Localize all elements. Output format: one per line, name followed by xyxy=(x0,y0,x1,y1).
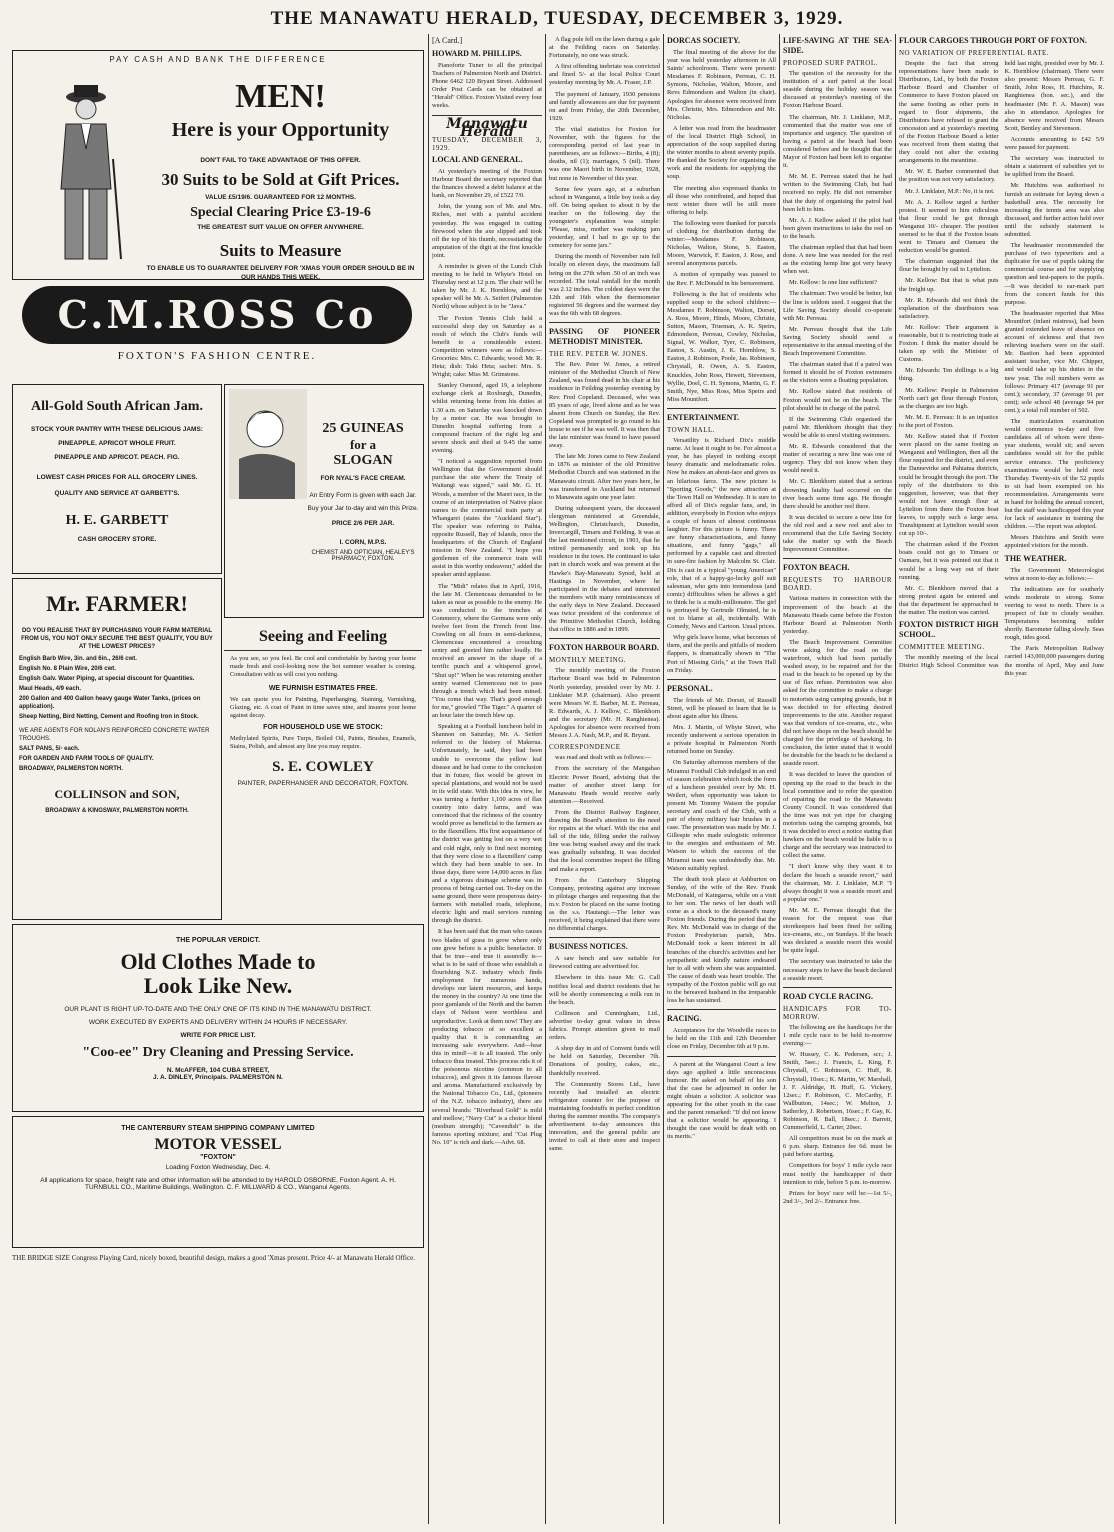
article-paragraph: On Saturday afternoon members of the Miramui Football Club indulged in an end of season celebration which took the form of a luncheon presided over by Mr. H. Weilert, when opportunity was taken to present Mr. Tommy Watson the popular secretary and coach of the Club, with a pair of ebony military hair brushes in a case. The presentation was made by Mr. J. Gillespie who made eulogistic reference to the energies and enthusiasm of Mr. Watson to which the success of the Miramui team was undoubtedly due. Mr. Watson suitably replied. xyxy=(667,759,776,872)
slogan-ad xyxy=(224,384,424,618)
article-subheading: MONTHLY MEETING. xyxy=(549,656,627,665)
article-paragraph: Mr. M. E. Perreau thought that the reason for the request was that storekeepers had been fined for selling ice-creams, etc., on Sundays. If the beach was declared a seaside resort this would be quite legal. xyxy=(783,906,892,955)
article-paragraph: The Paris Metropolitan Railway carried 143,000,000 passengers during the months of April, May and June this year. xyxy=(1004,645,1104,677)
farmer-line: English No. 8 Plain Wire, 20/6 cwt. xyxy=(19,666,116,672)
article-paragraph: Versatility is Richard Dix's middle name. At least it ought to be. For almost a year, he has played in nothing except heavy dramatic and melodramatic roles. Now he makes an about-face and gives us an hilarious farce. The new picture is "Sporting Goods," the new attraction at the Town Hall on Wednesday. It is sure to afford all of Dix's regular fans, and, in addition, everybody in Foxton who enjoys a couple of hours of almost continuous laughter. For this picture is funny. There are funny characterisations, and funny situations, and funny "gags," all performed by a capable cast and directed in sure-fire fashion by Malcolm St. Clair. Dix is cast in a typical "young American" role, that of a happy-go-lucky golf suit salesman, who gets into tremendous (and comic) difficulties when he allows a girl to think he is a multi-millionaire. The girl is portrayed by Gertrude Olmsted, he is not to blame at all, incidentally. With Comedy, News and Cartoon. Usual prices. xyxy=(667,437,776,631)
paper-date: TUESDAY, DECEMBER 3, 1929. xyxy=(432,135,542,152)
article-subheading: HANDICAPS FOR TO-MORROW. xyxy=(783,1004,892,1021)
article-heading: LOCAL AND GENERAL. xyxy=(432,154,523,164)
article-paragraph: Mr. A. J. Kellow urged a further protest. It seemed to him ridiculous that flour could be got through Wanganui 10/- cheaper. The position seemed to be that if the Foxton boats went to Timaru and Oamaru the reduction would be granted. xyxy=(899,198,999,255)
article-paragraph: A flag pole fell on the lawn during a gale at the Feilding races on Saturday. Fortunately, no one was struck. xyxy=(549,36,660,60)
ross-logo: C.M.ROSS Co xyxy=(22,286,412,344)
column-6 xyxy=(783,36,892,1524)
article-paragraph: The friends of Mr. Dorset, of Russell Street, will be pleased to learn that he is about again after his illness. xyxy=(667,696,776,720)
article-heading: THE WEATHER. xyxy=(1004,553,1067,563)
article-paragraph: The monthly meeting of the local District High School Committee was held last night, presided over by Mr. J. K. Hornblow (chairman). There were also present: Messrs Perreau, G. F. Smith, John Ross, H. Hutchins, R. Ranghienea (hon. sec.), and the headmaster (Mr. F. A. Mason) was also in attendance. Apologies for absence were received from Messrs Scott, Bentley and Stevenson. xyxy=(899,60,1104,670)
article-paragraph: Mr. Perreau thought that the Life Saving Society should send a representative to the annual meeting of the Beach Improvement Committee. xyxy=(783,325,892,358)
seeing-body: We can quote you for Painting, Paperhanging, Staining, Varnishing, Glazing, etc. A coat of Paint in time saves nine, and insures your home against decay. xyxy=(230,696,416,719)
article-paragraph: Mr. Hutchins was authorised to furnish an estimate for laying down a basketball area. The necessity for increasing the tennis area was also discussed, and further action held over until the subsidy statement is submitted. xyxy=(1004,182,1104,238)
article-heading: ENTERTAINMENT. xyxy=(667,412,740,422)
slogan-line: for a xyxy=(349,437,377,452)
clothes-title: Old Clothes Made to xyxy=(120,949,316,974)
garbett-ad xyxy=(12,384,222,574)
article-paragraph: The chairman: Two would be better, but the line is seldom used. I suggest that the Life Saving Society should co-operate with Mr. Perreau. xyxy=(783,290,892,322)
article-subheading: NO VARIATION OF PREFERENTIAL RATE. xyxy=(899,49,1050,57)
farmer-line: FOR GARDEN AND FARM TOOLS OF QUALITY. xyxy=(19,756,154,762)
article-paragraph: Mr. Kellow: Their argument is reasonable, but it is restricting trade at Foxton. I think the matter should be taken up with the Minister of Customs. xyxy=(899,323,999,364)
farmer-ad xyxy=(12,578,222,920)
article-paragraph: The Beach Improvement Committee wrote asking for the road on the waterfront, which had been partially washed away, to be repaired and for the road to the beach to be opened up by the use of flax refuse. Permission was also asked for the committee to make a charge to motorists using camping grounds, but it was decided to for effecting desired improvements to the site. Another request was that vendors of ice-creams, etc., who did not have shops on the beach should be charged for the privilege of hawking. In conclusion, the letter stated that it would be desirable for the beach to be declared a seaside resort. xyxy=(783,638,892,768)
article-paragraph: Mr. R. Edwards did not think the explanation of the distributors was satisfactory. xyxy=(899,296,999,320)
article-paragraph: The headmaster reported that Miss Mountfort (infant mistress), had been granted extended leave of absence on account of sickness and that two relieving teachers were on the staff. Mr. Bastion had been appointed assistant teacher, vice Mr. Chipper, and would take up his duties in the new year. The roll numbers were as follows: Primary 417 (average 91 per cent.); secondary, 37 (average 91 per cent); sole school 48 (average 94 per cent.); a total roll number of 502. xyxy=(1004,309,1104,414)
seeing-ad xyxy=(224,622,422,918)
article-paragraph: Mr. Kellow stated that residents of Foxton would not be on the beach. The pilot should be in charge of the patrol. xyxy=(783,388,892,412)
slogan-price: 25 GUINEAS xyxy=(322,421,404,436)
article-paragraph: The following are the handicaps for the 1 mile cycle race to be held to-morrow evening:— xyxy=(783,1023,892,1048)
farmer-line: Sheep Netting, Bird Netting, Cement and Roofing Iron in Stock. xyxy=(19,714,199,720)
article-paragraph: Some few years ago, at a suburban school in Wanganui, a little boy took a day off. On being spoken to about it by the teacher on the following day the youngster's explanation was simple: "Please, miss, mother was making jam yesterday, and I had to go up to the cemetery for some jars." xyxy=(549,185,660,250)
article-paragraph: The chairman asked if the Foxton boats could not go to Timaru or Oamaru, but it was pointed out that it would be a long way out of their running. xyxy=(899,541,999,581)
clothes-line: WORK EXECUTED BY EXPERTS AND DELIVERY WITHIN 24 HOURS IF NECESSARY. xyxy=(88,1019,348,1026)
article-paragraph: John, the young son of Mr. and Mrs. Riches, met with a painful accident yesterday. He was engaged in cutting firewood when the axe slipped and took off the top of his thumb, necessitating the amputation of the digit at the first knuckle joint. xyxy=(432,203,542,259)
slogan-line: PRICE 2/6 PER JAR. xyxy=(331,520,395,527)
slogan-line: An Entry Form is given with each Jar. xyxy=(309,492,417,499)
men-title: MEN! xyxy=(235,78,326,115)
article-paragraph: Mr. M. E. Perreau: It is an injustice to the port of Foxton. xyxy=(899,413,999,429)
article-paragraph: The meeting also expressed thanks to all those who contributed, and hoped that next winter there will be still more offering to help. xyxy=(667,184,776,216)
article-paragraph: The matriculation examination would commence to-day and five candidates all of whom were three-year students, would sit; and seven candidates would sit for the public service entrance. The proficiency examinations would be held next Thursday. Twenty-six of the 52 pupils to sit had been exempted on his recommendation. Arrangements were in hand for holding the annual concert, but the staff was handicapped this year for lack of assistance in training the children. —The report was adopted. xyxy=(1004,418,1104,531)
article-paragraph: A motion of sympathy was passed to the Rev. F. McDonald in his bereavement. xyxy=(667,271,776,287)
article-subheading: TOWN HALL. xyxy=(667,425,716,434)
article-subheading: COMMITTEE MEETING. xyxy=(899,643,985,652)
garbett-name: H. E. GARBETT xyxy=(65,513,169,528)
article-paragraph: Speaking at a Football luncheon held in Shannon on Saturday, Mr. A. Seifert referred to the history of Makerua. Unfortunately, he said, they had been unable to overcome the yellow leaf disease and he had come to the conclusion that in future, flax would be grown in special plantations, and would not be used in its wild state. With this idea in view, he was turning a further 1,100 acres of flax country into dairy farms, and was convinced that the richness of the country would prove as beneficial to the farmers as to the flaxmillers. His first acquaintance of the district was getting lost on a very wet and cold night, only to find next morning that they were close to a flaxmillers' camp which they had been unable to see. In those days, there were 14,000 acres in flax and a vigorous drainage scheme was in process of being carried out. To-day on the same ground, there were prosperous dairy-farmers with metalled roads, telephone, electric light and mail services running through the district. xyxy=(432,723,542,925)
article-paragraph: The final meeting of the above for the year was held yesterday afternoon in All Saints' schoolroom. There were present: Mesdames F. Robinson, Perreau, C. H. Symons, Nicholas, Walton, Moore, and Revs Edmondson and Walton (in chair). Apologies for absence were received from Mrs. Christie, Mrs. Edmondson and Mr. Nicholas. xyxy=(667,49,776,121)
article-paragraph: A reminder is given of the Lunch Club meeting to be held in Whyte's Hotel on Thursday next at 12 p.m. The chair will be taken by Mr. J. K. Hornblow, and the speaker will be Mr. A. Seifert (Palmerston North) whose subject is to be "Java." xyxy=(432,262,542,311)
men-line: Suits to Measure xyxy=(219,241,342,260)
article-heading: FLOUR CARGOES THROUGH PORT OF FOXTON. xyxy=(899,36,1087,45)
article-paragraph: From the District Railway Engineer, drawing the Board's attention to the need for repairs at the wharf. With the rise and fall of the tide, filling under the railway line was being washed away and the track was gradually subsiding. It was decided that the local committee inspect the filling and make a report. xyxy=(549,808,660,873)
card-label: [A Card.] xyxy=(432,36,463,45)
article-heading: BUSINESS NOTICES. xyxy=(549,942,628,952)
men-subtitle: Here is your Opportunity xyxy=(171,119,390,141)
article-paragraph: The Rev. Peter W. Jones, a retired minister of the Methodist Church of New Zealand, was found dead in his chair at his residence in Feilding yesterday evening by Rev. Fred Copeland. Deceased, who was 85 years of age, lived alone and as he was absent from Church on Sunday, the Rev. Copeland was prompted to go round to his house to see if he was well. It was then that the late minister was found to have passed away. xyxy=(549,361,660,450)
garbett-line: STOCK YOUR PANTRY WITH THESE DELICIOUS JAMS: xyxy=(31,426,203,433)
article-paragraph: The following were thanked for parcels of clothing for distribution during the winter:—Mesdames F. Robinson, Nicholas, Walton, Stone, S. Easton, Moore, Warwick, F. Easton, J. Ross, and several anonymous parcels. xyxy=(667,219,776,268)
article-paragraph: It was decided to leave the question of opening up the road to the beach to the local committee and to refer the question of repairing the road to the Manawatu County Council. It was considered that the time was not yet ripe for charging motorists using the camping grounds, but it was decided to erect a notice stating that hawkers on the beach would be liable to a charge and the secretary was instructed to collect the same. xyxy=(783,771,892,860)
article-paragraph: The monthly meeting of the Foxton Harbour Board was held in Palmerston North yesterday, presided over by Mr. J. Linklater M.P. (chairman). Also present were Messrs W. E. Barber, M. E. Perreau, R. Edwards, A. J. Kellow, C. Blenkhorn and the secretary (Mr. H. Ranghienea). Apologies for absence were received from Messrs J. A. Nash, M.P., and R. Bryant. xyxy=(549,667,660,740)
clothes-title: Look Like New. xyxy=(143,973,293,998)
farmer-line: BROADWAY, PALMERSTON NORTH. xyxy=(19,766,123,772)
slogan-line: Buy your Jar to-day and win this Prize. xyxy=(307,505,419,512)
farmer-line: WE ARE AGENTS FOR NOLAN'S REINFORCED CONCRETE WATER TROUGHS. xyxy=(19,728,210,742)
article-paragraph: Following is the list of residents who supplied soup to the school children:—Mesdames F. Robinson, Walton, Dorset, A. Ross, Moore, Hinds, Moore, Christie, Sutton, Mason, Trueman, A. K. Speirs, Edmondson, Perreau, Cowley, Nicholas, Signal, W. Walker, Tyer, C. Robinson, Easton, S. Austin, J. K. Hornblow, S. Easton, J. Robinson, Poole, Jas. Robinson, Chrystall, R. Owen, A. S. Easton, Knuckles, John Ross, Hewett, Stevenson, Wyllie, Doel, C. H. Symons, Martin, G. F. Smith, Nye, Miss Ross, Miss Speirs and Miss Mountfort. xyxy=(667,290,776,403)
men-line: DON'T FAIL TO TAKE ADVANTAGE OF THIS OFFER. xyxy=(200,157,361,164)
article-paragraph: The chairman stated that if a patrol was formed it should be of Foxton swimmers as the visitors were a floating population. xyxy=(783,361,892,385)
article-paragraph: The late Mr. Jones came to New Zealand in 1876 as minister of the old Primitive Methodist Church and was stationed in the Manawatu circuit. After two years here, he was transferred to Auckland but returned to Manawatu again one year later. xyxy=(549,453,660,501)
article-paragraph: Mr. Edwards: Ten shillings is a big thing. xyxy=(899,367,999,383)
seeing-body: As you see, so you feel. Be cool and comfortable by having your home made fresh and cool-looking now the hot summer weather is coming. Consultation with us will cost you nothing. xyxy=(230,655,416,678)
steam-ad-box xyxy=(12,1116,424,1248)
article-paragraph: Mr. C. Blenkhorn moved that a strong protest again be entered and that the department be approached in the matter. The motion was carried. xyxy=(899,584,999,616)
article-heading: ROAD CYCLE RACING. xyxy=(783,991,874,1001)
article-heading: PASSING OF PIONEER METHODIST MINISTER. xyxy=(549,327,660,347)
steam-body: All applications for space, freight rate and other information will be attended to by HAROLD OSBORNE, Foxton Agent. A. H. TURNBULL CO., Maritime Buildings, Wellington. C. F. MILLWARD & CO., Wanganui Agents. xyxy=(40,1177,396,1191)
article-heading: FOXTON HARBOUR BOARD. xyxy=(549,643,659,653)
seeing-title: Seeing and Feeling xyxy=(258,628,387,645)
article-paragraph: If the Swimming Club organised the patrol Mr. Blenkhorn thought that they would be able to enrol visiting swimmers. xyxy=(783,415,892,439)
article-paragraph: Prizes for boys' race will be:—1st 5/-, 2nd 3/-, 3rd 2/-. Entrance free. xyxy=(783,1189,892,1205)
article-paragraph: W. Hussey, C. K. Pedersen, scr.; J. Smith, 5sec.; J. Francis, L. King, F. Chrystall, C. Robinson, C. Huff, R. Chrystall, 10sec.; K. Martin, W. Marshall, J. F. Aldridge, H. Huff, G. Vickery, 12sec.; F. Robinson, C. McCarthy, F. Wallbutton, 14sec.; W. Melton, J. Satherley, J. Robertson, 16sec.; F. Gay, K. Robinson, R. Ball, 18sec.; J. Barrett, Cummerfield, L. Carter, 20sec. xyxy=(783,1051,892,1132)
clothes-line: OUR PLANT IS RIGHT UP-TO-DATE AND THE ONLY ONE OF ITS KIND IN THE MANAWATU DISTRICT. xyxy=(64,1006,372,1013)
article-subheading: REQUESTS TO HARBOUR BOARD. xyxy=(783,576,892,593)
slogan-line: I. CORN, M.P.S. xyxy=(339,539,387,546)
seeing-body: Methylated Spirits, Pure Turps, Boiled Oil, Paints, Brushes, Enamels, Stains, Polish, and almost any line you may require. xyxy=(230,735,416,750)
farmer-line: DO YOU REALISE THAT BY PURCHASING YOUR FARM MATERIAL FROM US, YOU NOT ONLY SECURE THE BEST QUALITY, YOU BUY AT THE LOWEST PRICES? xyxy=(21,628,213,650)
article-heading: LIFE-SAVING AT THE SEA-SIDE. xyxy=(783,36,892,55)
article-paragraph: Elsewhere in this issue Mr. G. Call notifies local and district residents that he will be shortly commencing a milk run in the beach. xyxy=(549,974,660,1006)
men-line: TO ENABLE US TO GUARANTEE DELIVERY FOR 'XMAS YOUR ORDER SHOULD BE IN OUR HANDS THIS WEEK. xyxy=(146,265,415,280)
article-paragraph: The chairman, Mr. J. Linklater, M.P., commented that the matter was one of importance and urgency. The question of having a patrol at the beach had been considered before and he thought that the Mayor of Foxton had been left to organise it. xyxy=(783,113,892,170)
farmer-line: SALT PANS, 5/- each. xyxy=(19,746,80,752)
article-heading: RACING. xyxy=(667,1014,702,1024)
article-paragraph: A parent at the Wanganui Court a few days ago applied a little unconscious humour. He asked on behalf of his son that the case be adjourned in order he might obtain a solicitor. A solicitor was appearing for the other youth in the case and the parent remarked: "If did not know that a solicitor would be appearing. I thought the case would be dealt with on its merits." xyxy=(667,1060,776,1141)
article-paragraph: It has been said that the man who causes two blades of grass to grow where only one grew before is a public benefactor. If that be true—and true it assuredly is—what is to be said of those who establish a flourishing N.Z. industry which finds employment for numerous hands, develops our latent resources, and keeps the money in the country? At one time the poor gumlands of the North and the barren clays of Nelson were worthless and unproductive. Look at them now! They are producing tobacco of so excellent a quality that it is commanding an increasing sale everywhere. And—hear this in mind!—it is all toasted. The only tobacco thus treated. This process rids it of the poisonous nicotine (common to all tobaccos), and gives it its famous flavour and aroma. Manufactured exclusively by the National Tobacco Co., Ltd., (pioneers of the N.Z. tobacco industry), there are several brands: "Riverhead Gold" is mild and mellow; "Navy Cut" is a choice blend (medium strength); "Cavendish" is the famous sporting mixture; and "Cut Plug No. 10" is rich and dark.—Advt. 68. xyxy=(432,928,542,1146)
article-paragraph: Various matters in connection with the improvement of the beach at the Manawatu Heads came before the Foxton Harbour Board at Palmerston North yesterday. xyxy=(783,595,892,635)
article-paragraph: Mr. W. E. Barber commented that the position was not very satisfactory. xyxy=(899,168,999,184)
seeing-heading: FOR HOUSEHOLD USE WE STOCK: xyxy=(263,724,383,731)
article-paragraph: "I noticed a suggestion reported from Wellington that the Government should purchase the site where the Treaty of Waitangi was signed," said Mr. G. H. Woods, a member of the Maori race, in the course of an interpretation of Native place names to the commercial train party at Whangarei (states the "Auckland Star"). The speaker was referring to Paihia, opposite Russell, Bay of Islands, once the headquarters of the Church of England mission in New Zealand. "I hope you gentlemen of the commerce train will assist in this worthy endeavour," added the speaker amid applause. xyxy=(432,458,542,579)
article-paragraph: At yesterday's meeting of the Foxton Harbour Board the secretary reported that the finances showed a debit balance at the bank, on November 29, of £522 7/0. xyxy=(432,167,542,200)
farmer-line: English Barb Wire, 3in. and 6in., 26/6 cwt. xyxy=(19,656,137,662)
men-line: 30 Suits to be Sold at Gift Prices. xyxy=(161,170,400,189)
clothes-line: WRITE FOR PRICE LIST. xyxy=(180,1032,256,1039)
article-paragraph: Competitors for boys' 1 mile cycle race must notify the handicapper of their intention to ride, before 5 p.m. to-morrow. xyxy=(783,1162,892,1186)
article-paragraph: The Government Meteorologist wires at noon to-day as follows:— xyxy=(1004,566,1104,582)
men-ad-top: PAY CASH AND BANK THE DIFFERENCE xyxy=(109,55,327,64)
article-paragraph: The secretary was instructed to take the necessary steps to have the beach declared a seaside resort. xyxy=(783,958,892,982)
article-paragraph: The vital statistics for Foxton for November, with the figures for the corresponding period of last year in parentheses, are as follows:—Births, 4 (8); deaths, nil (1); marriages, 5 (nil). There was one Maori birth in November, 1928, but none in November of this year. xyxy=(549,125,660,182)
article-paragraph: A first offending inebriate was convicted and fined 5/- at the local Police Court yesterday morning by Mr. A. Fraser, J.P. xyxy=(549,63,660,87)
article-paragraph: Mr. J. Linklater, M.P.: No, it is not. xyxy=(905,187,995,195)
article-paragraph: Accounts amounting to £42 5/9 were passed for payment. xyxy=(1004,135,1104,152)
article-paragraph: From the secretary of the Mangahao Electric Power Board, advising that the matter of another street lamp for Manawatu Heads would receive early attention.—Received. xyxy=(549,765,660,805)
article-paragraph: A shop day in aid of Convent funds will be held on Saturday, December 7th. Donations of poultry, cakes, etc., thankfully received. xyxy=(549,1045,660,1077)
woman-illustration xyxy=(229,389,307,499)
men-price: Special Clearing Price £3-19-6 xyxy=(190,205,371,220)
clothes-title: "Coo-ee" Dry Cleaning and Pressing Service. xyxy=(82,1045,354,1060)
article-heading: HOWARD M. PHILLIPS. xyxy=(432,49,522,58)
slogan-line: FOR NYAL'S FACE CREAM. xyxy=(320,475,406,482)
garbett-line: PINEAPPLE AND APRICOT. PEACH. FIG. xyxy=(54,454,180,461)
seeing-heading: WE FURNISH ESTIMATES FREE. xyxy=(268,685,378,692)
article-paragraph: The Foxton Tennis Club held a successful shop day on Saturday as a result of which the Club's funds will benefit to a considerable extent. Competition winners were as follows:—Groceries: Mrs. C. Edwards; wood: Mr. R. Heta; dish: Tuki Heta; sachet: Mrs. S. Wright; cake: Miss M. Grimstone. xyxy=(432,314,542,379)
steam-line: "FOXTON" xyxy=(200,1154,236,1161)
article-heading: PERSONAL. xyxy=(667,683,713,693)
article-paragraph: It was decided to secure a new line for the old reel and a new reel and also to recommend that the Life Saving Society take the matter up with the Beach Improvement Committee. xyxy=(783,513,892,554)
men-line: THE GREATEST SUIT VALUE ON OFFER ANYWHERE. xyxy=(197,224,364,231)
article-paragraph: Pianoforte Tuner to all the principal Teachers of Palmerston North and District. Phone 6462 120 Bryant Street. Addressed Order Post Cards can be obtained at "Herald" Office. Foxton Visited every four weeks. xyxy=(432,62,542,110)
article-paragraph: The death took place at Ashburton on Sunday, of the wife of the Rev. Frank McDonald, of Kaingaroa, while on a visit to her son. The news of her death will come as a shock to the deceased's many Foxton friends. During the period that the Rev. Mr. McDonald was in charge of the Foxton Presbyterian parish, Mrs. McDonald took a keen interest in all branches of the church's activities and her sympathetic and kindly nature endeared her to all with whom she was acquainted. The cause of death was heart trouble. The sympathy of the Foxton public will go out to the bereaved husband in the irreparable loss he has sustained. xyxy=(667,875,776,1005)
article-heading: FOXTON DISTRICT HIGH SCHOOL. xyxy=(899,620,999,640)
steam-line: Loading Foxton Wednesday, Dec. 4. xyxy=(165,1164,271,1171)
article-paragraph: Mrs. J. Martin, of Whyte Street, who recently underwent a serious operation in a private hospital in Palmerston North returned home on Sunday. xyxy=(667,724,776,756)
clothes-line: J. A. DINLEY, Principals. PALMERSTON N. xyxy=(153,1074,283,1081)
article-paragraph: Stanley Osmond, aged 19, a telephone exchange clerk at Roxburgh, Dunedin, whilst returning home from his duties at 1.30 a.m. on Saturday was knocked down by a motor car. He was brought to Dunedin hospital suffering from a compound fracture of the right leg and severe shock and died at 9.45 the same evening. xyxy=(432,382,542,455)
article-paragraph: The chairman replied that that had been done. A new line was needed for the reel as the existing hemp line got very heavy when wet. xyxy=(783,243,892,276)
garbett-title: All-Gold South African Jam. xyxy=(31,399,203,414)
article-paragraph: During subsequent years, the deceased clergyman ministered at Greendale, Wellington, Christchurch, Dunedin, Invercargill, Timaru and Feilding. It was at the last mentioned circuit, in 1901, that he retired permanently and took up his residence in the town. He continued to take part in church work and was present at the Hawke's Bay-Manawatu Synod, held at Hastings in November, where he participated in the debates and interested the members with many reminiscences of the early days in New Zealand. Deceased was twice president of the conference of the Primitive Methodist Church, holding that office in 1886 and in 1899. xyxy=(549,504,660,634)
bridge-card-notice: THE BRIDGE SIZE Congress Playing Card, nicely boxed, beautiful design, makes a good 'Xmas present. Price 4/- at Manawatu Herald Office. xyxy=(12,1254,415,1262)
article-subheading: THE REV. PETER W. JONES. xyxy=(549,350,649,359)
article-paragraph: Why girls leave home, what becomes of them, and the perils and pitfalls of modern flappers, is dramatically shown in "The Port of Missing Girls," at the Town Hall on Friday. xyxy=(667,634,776,674)
article-paragraph: Mr. R. Edwards considered that the matter of securing a new line was one of urgency. They did not know when they would need it. xyxy=(783,443,892,475)
man-illustration xyxy=(41,79,131,269)
article-paragraph: Despite the fact that strong representations have been made to Distributors, Ltd., by both the Foxton Harbour Board and Chamber of Commerce to have Foxton placed on the same footing as other ports in regard to flour shipments, the Distributors have refused to grant the concession and at yesterday's meeting of the Foxton Harbour Board a letter was received from them stating that they could not alter the existing arrangements in the meantime. xyxy=(899,60,999,165)
seeing-addr: PAINTER, PAPERHANGER AND DECORATOR, FOXTON. xyxy=(237,780,409,787)
paper-title: Manawatu Herald xyxy=(446,115,528,140)
article-paragraph: Mr. M. E. Perreau stated that he had written to the Swimming Club, but had received no reply. He did not remember that the duty of organising the patrol had been left to him. xyxy=(783,173,892,213)
article-paragraph: Mr. A. J. Kellow asked if the pilot had been given instructions to take the reel on to the beach. xyxy=(783,216,892,240)
slogan-line: SLOGAN xyxy=(333,453,393,468)
farmer-title: Mr. FARMER! xyxy=(46,591,188,616)
farmer-line: 200 Gallon and 400 Gallon heavy gauge Water Tanks, (prices on application). xyxy=(19,696,201,710)
article-paragraph: The chairman suggested that the flour be brought by rail to Lyttelton. xyxy=(899,258,999,274)
article-subheading: CORRESPONDENCE xyxy=(549,743,621,752)
clothes-line: THE POPULAR VERDICT. xyxy=(175,937,260,944)
article-paragraph: During the month of November rain fell locally on eleven days, the maximum fall being on the 27th when .50 of an inch was recorded. The total rainfall for the month was 2.12 inches. The coldest days were the 12th and 16th when the thermometer registered 56 degrees and the warmest day was the 6th with 68 degrees. xyxy=(549,253,660,317)
article-paragraph: A saw bench and saw suitable for firewood cutting are advertised for. xyxy=(549,955,660,971)
article-paragraph: Mr. Kellow: People in Palmerston North can't get flour through Foxton, as the charges are too high. xyxy=(899,386,999,410)
masthead: THE MANAWATU HERALD, TUESDAY, DECEMBER 3, 1929. xyxy=(270,8,844,29)
article-paragraph: Acceptances for the Woodville races to be held on the 11th and 12th December close on Friday, December 6th at 9 p.m. xyxy=(667,1027,776,1051)
article-paragraph: was read and dealt with as follows:— xyxy=(555,754,652,762)
column-5 xyxy=(667,36,776,1524)
men-ad xyxy=(12,50,424,280)
column-3 xyxy=(432,36,542,1524)
garbett-store: CASH GROCERY STORE. xyxy=(77,536,157,543)
farmer-line: Maul Heads, 4/9 each. xyxy=(19,686,82,692)
article-heading: FOXTON BEACH. xyxy=(783,563,850,573)
slogan-line: CHEMIST AND OPTICIAN, HEALEY'S PHARMACY, FOXTON. xyxy=(311,550,415,562)
ross-tagline: FOXTON'S FASHION CENTRE. xyxy=(117,350,317,362)
article-subheading: PROPOSED SURF PATROL. xyxy=(783,59,878,67)
article-paragraph: Mr. C. Blenkhorn stated that a serious drowning fatality had occurred on the river beach some time ago. He thought there should be another reel there. xyxy=(783,478,892,510)
farmer-line: English Galv. Water Piping, at special discount for Quantities. xyxy=(19,676,195,682)
article-paragraph: The payment of January, 1930 pensions and family allowances are due for payment on and from Friday, the 20th December, 1929. xyxy=(549,90,660,122)
article-paragraph: Collinson and Cunningham, Ltd., advertise to-day great values in dress fabrics. Prompt attention given to mail orders. xyxy=(549,1009,660,1042)
farmer-name: COLLINSON and SON, xyxy=(54,787,180,801)
article-paragraph: Mr. Kellow: But that is what puts the freight up. xyxy=(899,277,999,293)
article-paragraph: Messrs Hutchins and Smith were appointed visitors for the month. xyxy=(1004,534,1104,550)
article-paragraph: The headmaster recommended the purchase of two typewriters and a duplicator for use of pupils taking the commercial course and for supplying question and test-papers to the pupils.—It was decided to ear-mark part from the concert funds for this purpose. xyxy=(1004,242,1104,306)
ross-banner xyxy=(12,286,422,376)
garbett-line: LOWEST CASH PRICES FOR ALL GROCERY LINES. xyxy=(36,474,198,481)
article-paragraph: The question of the necessity for the institution of a surf patrol at the local seaside during the holiday season was discussed at yesterday's meeting of the Foxton Harbour Board. xyxy=(783,70,892,110)
article-paragraph: The "Midi" relates that in April, 1916, the late M. Clemenceau demanded to be taken as near as possible to the enemy. He was conducted to the trenches at Commercy, where the Germans were only twelve feet from the French front line. Crawling on all fours in semi-darkness, Clemenceau encountered a crouching sentry and greeted him rather loudly. He received an answer in the shape of a terrific punch and a whispered growl, "Shut up!" When he was returning another sentry warned Clemenceau not to pass through a trench which had been mined. "You come that way. That's good enough for me," growled "The Tiger." A quarter of an hour later the trench blew up. xyxy=(432,582,542,720)
article-paragraph: "I don't know why they want it to declare the beach a seaside resort," said the chairman, Mr. J. Linklater, M.P. "I always thought it was a seaside resort and a popular one." xyxy=(783,863,892,903)
article-paragraph: A letter was read from the headmaster of the local District High School, in appreciation of the soup supplied during the winter months to about seventy pupils. He thanked the Society for organising the work and the residents for supplying the soup. xyxy=(667,124,776,181)
article-paragraph: Mr. Kellow stated that if Foxton were placed on the same footing as Wanganui and Wellington, then all the flour required for the district, and even the Dannevirke and Pahiatua districts, could be brought through the port. The reply of the distributors to this suggestion, however, was that they would not have enough flour at Lyttelton from there the Foxton boat leaves, to supply such a large area. Transhipment at Lyttelton would soon cut up 10/-. xyxy=(899,433,999,538)
column-4 xyxy=(549,36,660,1524)
steam-line: THE CANTERBURY STEAM SHIPPING COMPANY LIMITED xyxy=(121,1125,315,1132)
article-paragraph: The Community Stores Ltd., have recently had installed an electric refrigerator counter for the purpose of maintaining foodstuffs in perfect condition during the summer months. The company's advertisement to-day announces this innovation, and the general public are invited to call at their store and inspect same. xyxy=(549,1080,660,1153)
steam-title: MOTOR VESSEL xyxy=(154,1136,282,1153)
garbett-line: QUALITY AND SERVICE AT GARBETT'S. xyxy=(54,490,180,497)
men-line: VALUE £5/19/6. GUARANTEED FOR 12 MONTHS. xyxy=(205,194,356,201)
article-heading: DORCAS SOCIETY. xyxy=(667,36,741,45)
article-paragraph: From the Canterbury Shipping Company, protesting against any increase in pilotage charges and requesting that the m.v. Foxton be placed on the same footing as the s.s. Hautangi.—The letter was received, it being explained that there were no differential charges. xyxy=(549,876,660,933)
clothes-line: N. McAFFER, 104 CUBA STREET, xyxy=(166,1067,270,1074)
column-7 xyxy=(899,36,1104,1524)
farmer-addr: BROADWAY & KINGSWAY, PALMERSTON NORTH. xyxy=(45,808,189,814)
garbett-line: PINEAPPLE. APRICOT WHOLE FRUIT. xyxy=(58,440,176,447)
article-paragraph: The indications are for southerly winds moderate to strong. Some veering to west to north. There is a prospect of fair to cloudy weather. Temperatures becoming milder shortly. Barometer falling slowly. Seas rough, tides good. xyxy=(1004,585,1104,642)
clothes-ad xyxy=(12,924,424,1112)
article-paragraph: All competitors must be on the mark at 6 p.m. sharp. Entrance fee 6d. must be paid before starting. xyxy=(783,1135,892,1159)
article-paragraph: The secretary was instructed to obtain a statement of subsidies yet to be uplifted from the Board. xyxy=(1004,155,1104,179)
article-paragraph: Mr. Kellow: Is one line sufficient? xyxy=(789,279,877,287)
seeing-name: S. E. COWLEY xyxy=(272,759,374,775)
